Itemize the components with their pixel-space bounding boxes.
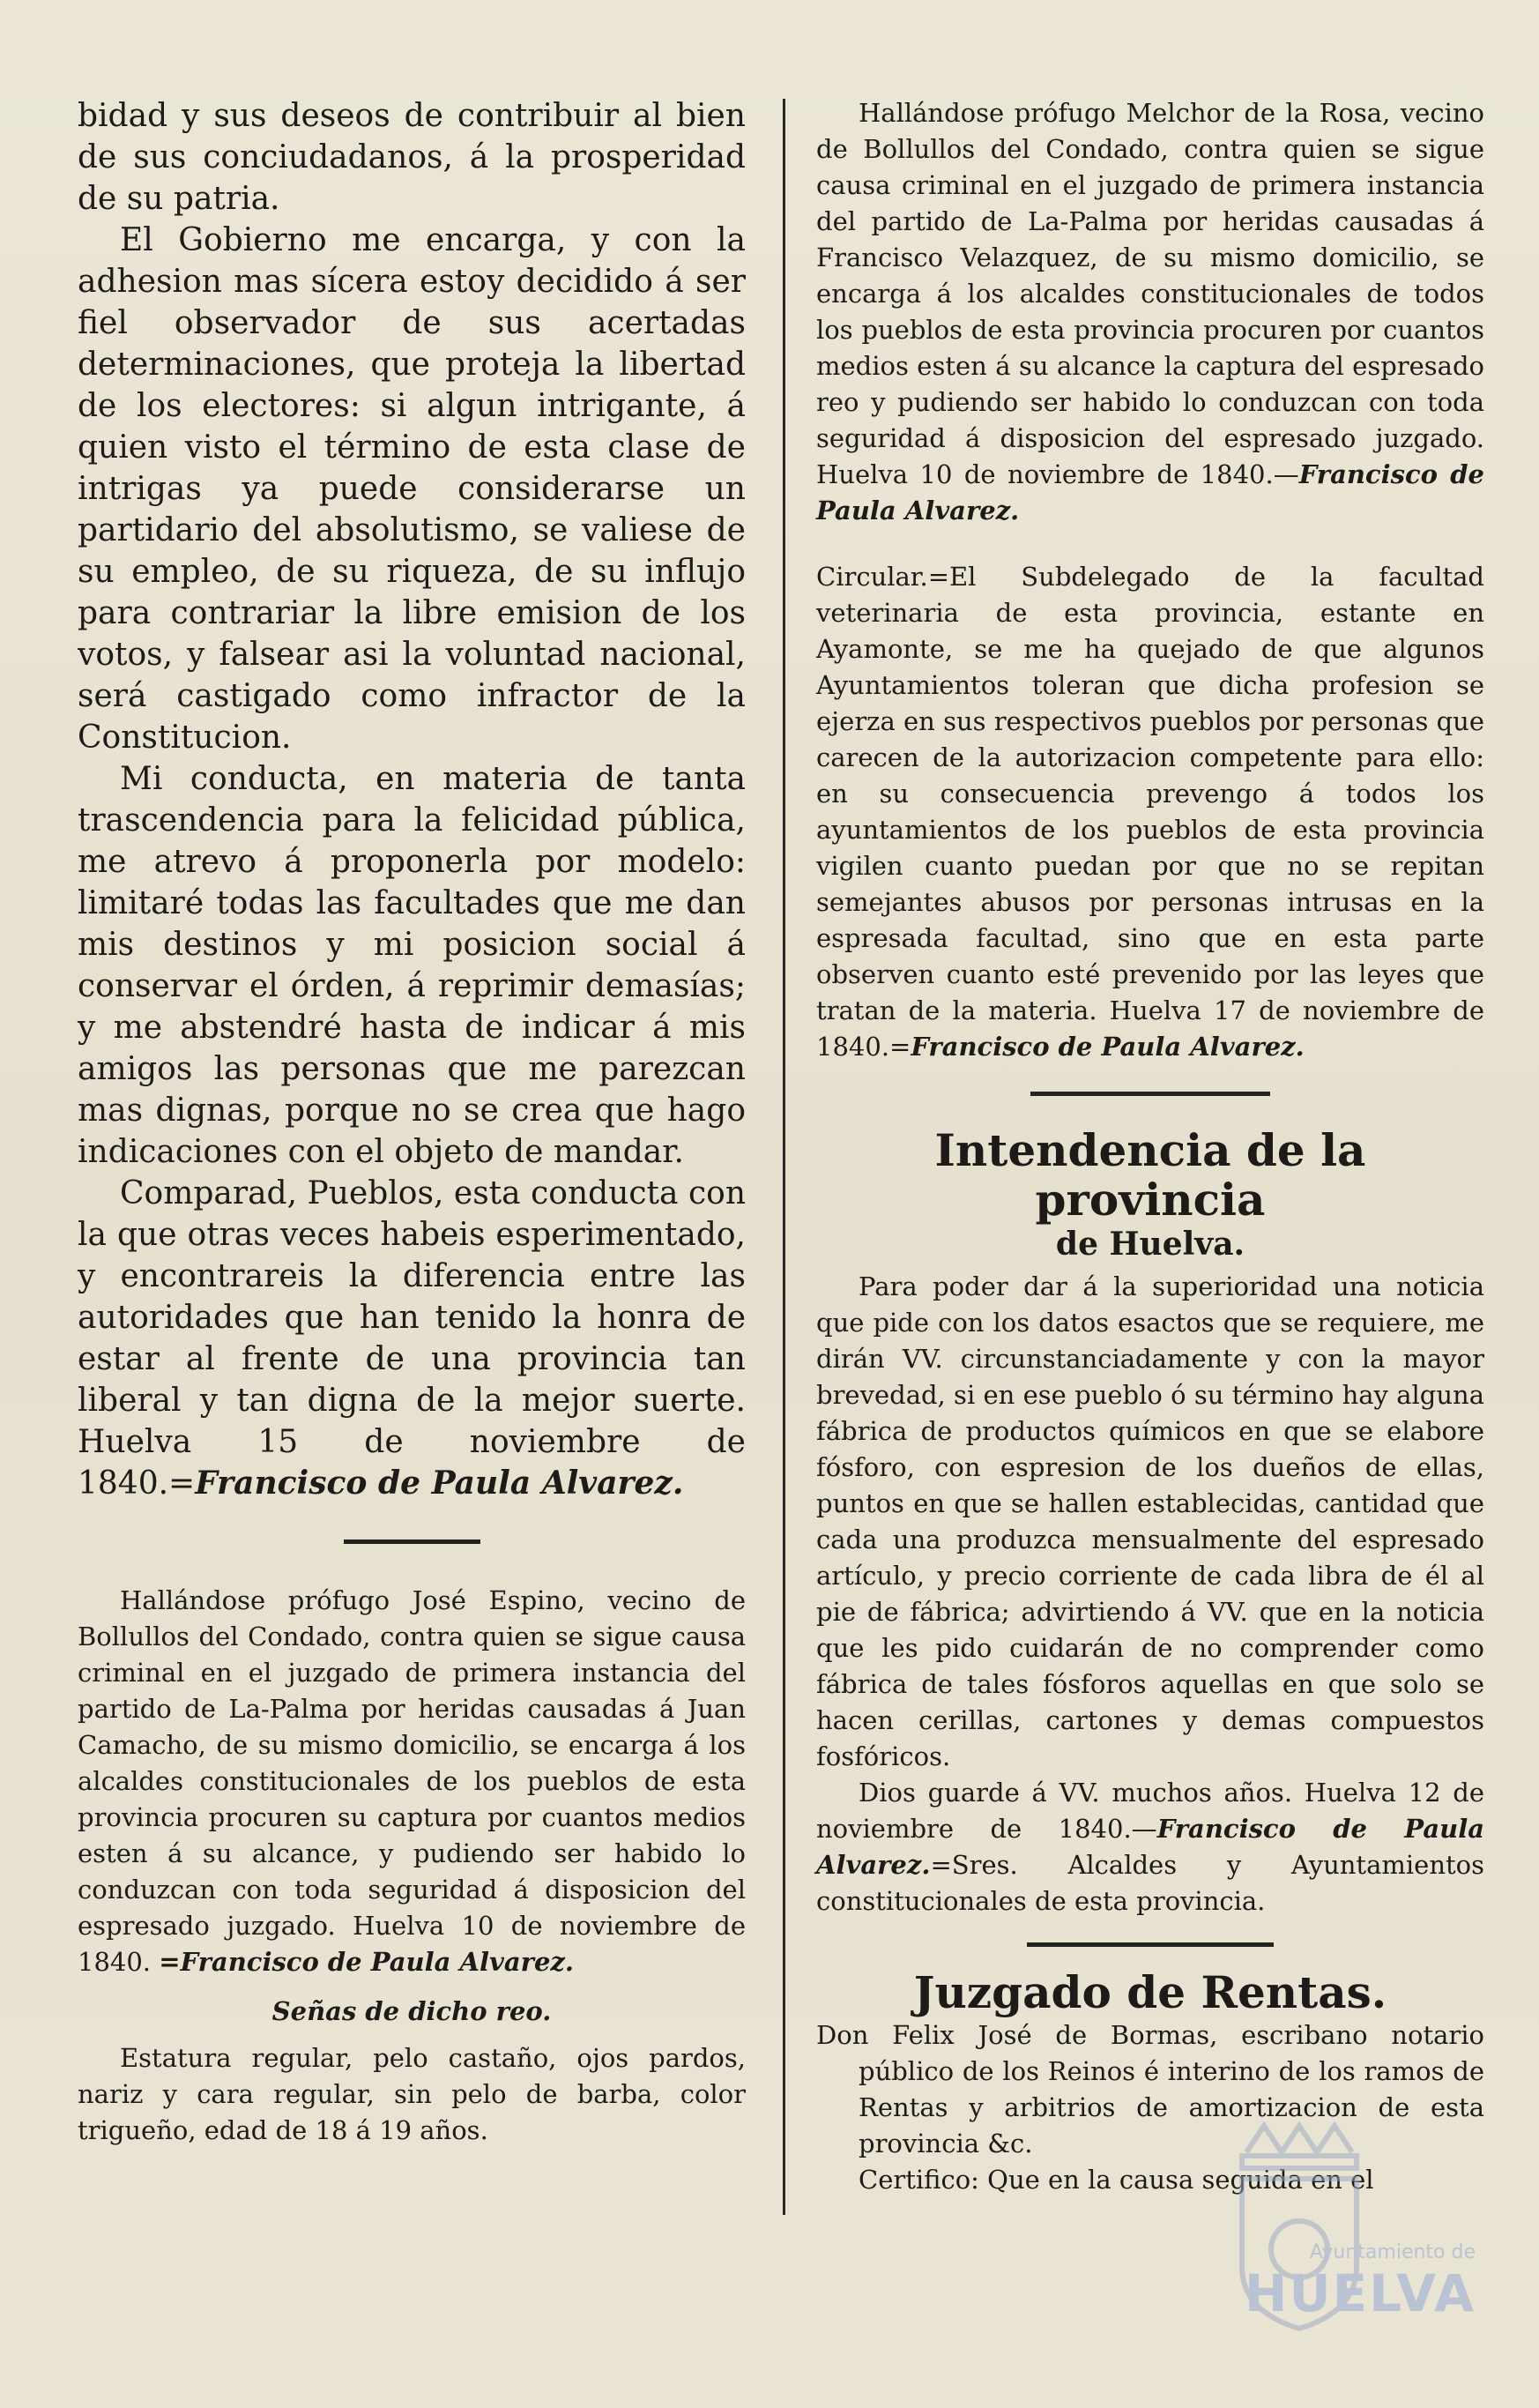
notice-rosa xyxy=(816,95,1484,529)
left-column xyxy=(78,95,746,2149)
paragraph-dios-guarde xyxy=(816,1775,1484,1920)
section-separator xyxy=(344,1539,480,1544)
spacer xyxy=(816,529,1484,559)
signature: Francisco de Paula Alvarez. xyxy=(816,459,1485,526)
watermark-line2: HUELVA xyxy=(1244,2263,1476,2323)
signature: Francisco de Paula Alvarez. xyxy=(816,1814,1484,1880)
signature: Francisco de Paula Alvarez. xyxy=(195,1465,684,1502)
circular-text: Circular.=El Subdelegado de la facultad veterinaria de esta provincia, estante en Ayamonte, se me ha quejado de que algunos Ayuntamientos toleran que dicha profesion se ejerza en sus respectivos pueblos por personas que carecen de la autorizacion competente para ello: en su consecuencia prevengo á todos los ayuntamientos de los pueblos de esta provincia vigilen cuanto puedan por que no se repitan semejantes abusos por personas intrusas en la espresada facultad, sino que en esta parte observen cuanto esté prevenido por las leyes que tratan de la materia. Huelva 17 de noviembre de 1840.= xyxy=(816,562,1484,1062)
dios-guarde-text: Dios guarde á VV. muchos años. Huelva 12 de noviembre de 1840.— xyxy=(816,1778,1484,1844)
heading-intendencia: Intendencia de la provincia xyxy=(934,1124,1366,1226)
circular xyxy=(816,559,1484,1065)
section-separator xyxy=(1027,1942,1274,1947)
watermark xyxy=(1245,2241,1476,2323)
heading-juzgado-rentas: Juzgado de Rentas. xyxy=(913,1966,1387,2018)
paragraph-bormas: Don Felix José de Bormas, escribano notario público de los Reinos é interino de los ramos de Rentas y arbitrios de amortizacion de esta provincia &c. xyxy=(816,2020,1484,2158)
paragraph-certifico: Certifico: Que en la causa seguida en el xyxy=(859,2165,1374,2195)
senas-title: Señas de dicho reo. xyxy=(271,1996,552,2026)
right-column xyxy=(816,95,1484,2198)
senas-text: Estatura regular, pelo castaño, ojos pardos, nariz y cara regular, sin pelo de barba, color trigueño, edad de 18 á 19 años. xyxy=(78,2043,746,2145)
paragraph-conducta: Mi conducta, en materia de tanta trascendencia para la felicidad pública, me atrevo á proponerla por modelo: limitaré todas las facultades que me dan mis destinos y mi posicion social á conservar el órden, á reprimir demasías; y me abstendré hasta de indicar á mis amigos las personas que me parezcan mas dignas, porque no se crea que hago indicaciones con el objeto de mandar. xyxy=(78,761,746,1170)
comparad-text: Comparad, Pueblos, esta conducta con la que otras veces habeis esperimentado, y encontrareis la diferencia entre las autoridades que han tenido la honra de estar al frente de una provincia tan liberal y tan digna de la mejor suerte. Huelva 15 de noviembre de 1840.= xyxy=(78,1175,746,1502)
notice-espino xyxy=(78,1583,746,1980)
column-divider xyxy=(783,99,785,2215)
notice-espino-text: Hallándose prófugo José Espino, vecino de Bollullos del Condado, contra quien se sigue causa criminal en el juzgado de primera instancia del partido de La-Palma por heridas causadas á Juan Camacho, de su mismo domicilio, se encarga á los alcaldes constitucionales de los pueblos de esta provincia procuren su captura por cuantos medios esten á su alcance, y pudiendo ser habido lo conduzcan con toda seguridad á disposicion del espresado juzgado. Huelva 10 de noviembre de 1840. xyxy=(78,1585,746,1977)
paragraph-gobierno: El Gobierno me encarga, y con la adhesion mas sícera estoy decidido á ser fiel observador de sus acertadas determinaciones, que proteja la libertad de los electores: si algun intrigante, á quien visto el término de esta clase de intrigas ya puede considerarse un partidario del absolutismo, se valiese de su empleo, de su riqueza, de su influjo para contrariar la libre emision de los votos, y falsear asi la voluntad nacional, será castigado como infractor de la Constitucion. xyxy=(78,222,746,756)
signature: =Francisco de Paula Alvarez. xyxy=(159,1947,574,1977)
notice-rosa-text: Hallándose prófugo Melchor de la Rosa, vecino de Bollullos del Condado, contra quien se sigue causa criminal en el juzgado de primera instancia del partido de La-Palma por heridas causadas á Francisco Velazquez, de su mismo domicilio, se encarga á los alcaldes constitucionales de todos los pueblos de esta provincia procuren por cuantos medios esten á su alcance la captura del espresado reo y pudiendo ser habido lo conduzcan con toda seguridad á disposicion del espresado juzgado. Huelva 10 de noviembre de 1840.— xyxy=(816,98,1484,489)
subheading-huelva: de Huelva. xyxy=(1055,1226,1245,1263)
watermark-line1: Ayuntamiento de xyxy=(1309,2241,1476,2263)
signature: Francisco de Paula Alvarez. xyxy=(911,1032,1305,1062)
paragraph-comparad xyxy=(78,1173,746,1504)
section-separator xyxy=(1030,1092,1270,1096)
paragraph-fosforo: Para poder dar á la superioridad una noticia que pide con los datos esactos que se requiere, me dirán VV. circunstanciadamente y con la mayor brevedad, si en ese pueblo ó su término hay alguna fábrica de productos químicos en que se elabore fósforo, con espresion de los dueños de ellas, puntos en que se hallen establecidas, cantidad que cada una produzca mensualmente del espresado artículo, y precio corriente de cada libra de él al pie de fábrica; advirtiendo á VV. que en la noticia que les pido cuidarán de no comprender como fábrica de tales fósforos aquellas en que solo se hacen cerillas, cartones y demas compuestos fosfóricos. xyxy=(816,1271,1484,1771)
paragraph-continuation: bidad y sus deseos de contribuir al bien de sus conciudadanos, á la prosperidad de su patria. xyxy=(78,98,746,217)
addressees: =Sres. Alcaldes y Ayuntamientos constitucionales de esta provincia. xyxy=(816,1850,1484,1916)
